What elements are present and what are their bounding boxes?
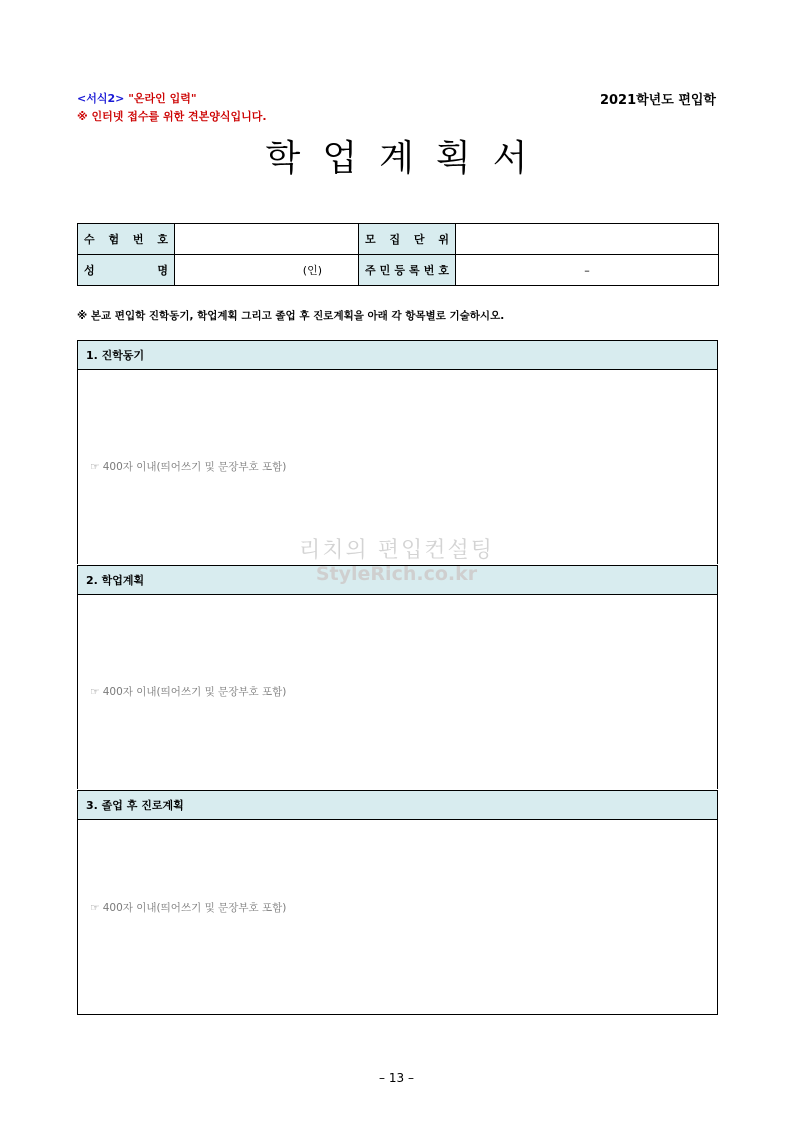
char-limit-hint: ☞ 400자 이내(띄어쓰기 및 문장부호 포함) [90, 902, 287, 914]
recruit-unit-label: 모 집 단 위 [359, 224, 456, 255]
rrn-field[interactable]: – [456, 255, 719, 286]
section-motivation [77, 340, 718, 564]
section-heading: 3. 졸업 후 진로계획 [78, 790, 717, 820]
sample-notice: ※ 인터넷 접수를 위한 견본양식입니다. [77, 110, 267, 123]
char-limit-hint: ☞ 400자 이내(띄어쓰기 및 문장부호 포함) [90, 686, 287, 698]
rrn-label: 주 민 등 록 번 호 [359, 255, 456, 286]
section-heading: 1. 진학동기 [78, 340, 717, 370]
applicant-info-table [77, 223, 719, 286]
section-study-plan [77, 565, 718, 789]
section-heading: 2. 학업계획 [78, 565, 717, 595]
section-body-field[interactable] [78, 820, 717, 1014]
section-body-field[interactable] [78, 595, 717, 789]
watermark-text: 리치의 편입컨설팅 [298, 538, 494, 563]
page-number: – 13 – [379, 1071, 414, 1085]
name-label: 성 명 [78, 255, 175, 286]
name-field[interactable]: (인) [175, 255, 359, 286]
exam-number-field[interactable] [175, 224, 359, 255]
recruit-unit-field[interactable] [456, 224, 719, 255]
form-code-label: <서식2> [77, 92, 125, 105]
online-entry-label: "온라인 입력" [128, 92, 197, 105]
watermark-url: StyleRich.co.kr [315, 563, 478, 585]
form-bottom-border [77, 1014, 718, 1015]
section-career-plan [77, 790, 718, 1014]
form-code [77, 90, 197, 106]
year-label: 2021학년도 편입학 [599, 93, 716, 108]
instruction-text: ※ 본교 편입학 진학동기, 학업계획 그리고 졸업 후 진로계획을 아래 각 항목별로 기술하시오. [77, 310, 505, 322]
page-title: 학업계획서 [265, 138, 550, 179]
char-limit-hint: ☞ 400자 이내(띄어쓰기 및 문장부호 포함) [90, 461, 287, 473]
exam-number-label: 수 험 번 호 [78, 224, 175, 255]
